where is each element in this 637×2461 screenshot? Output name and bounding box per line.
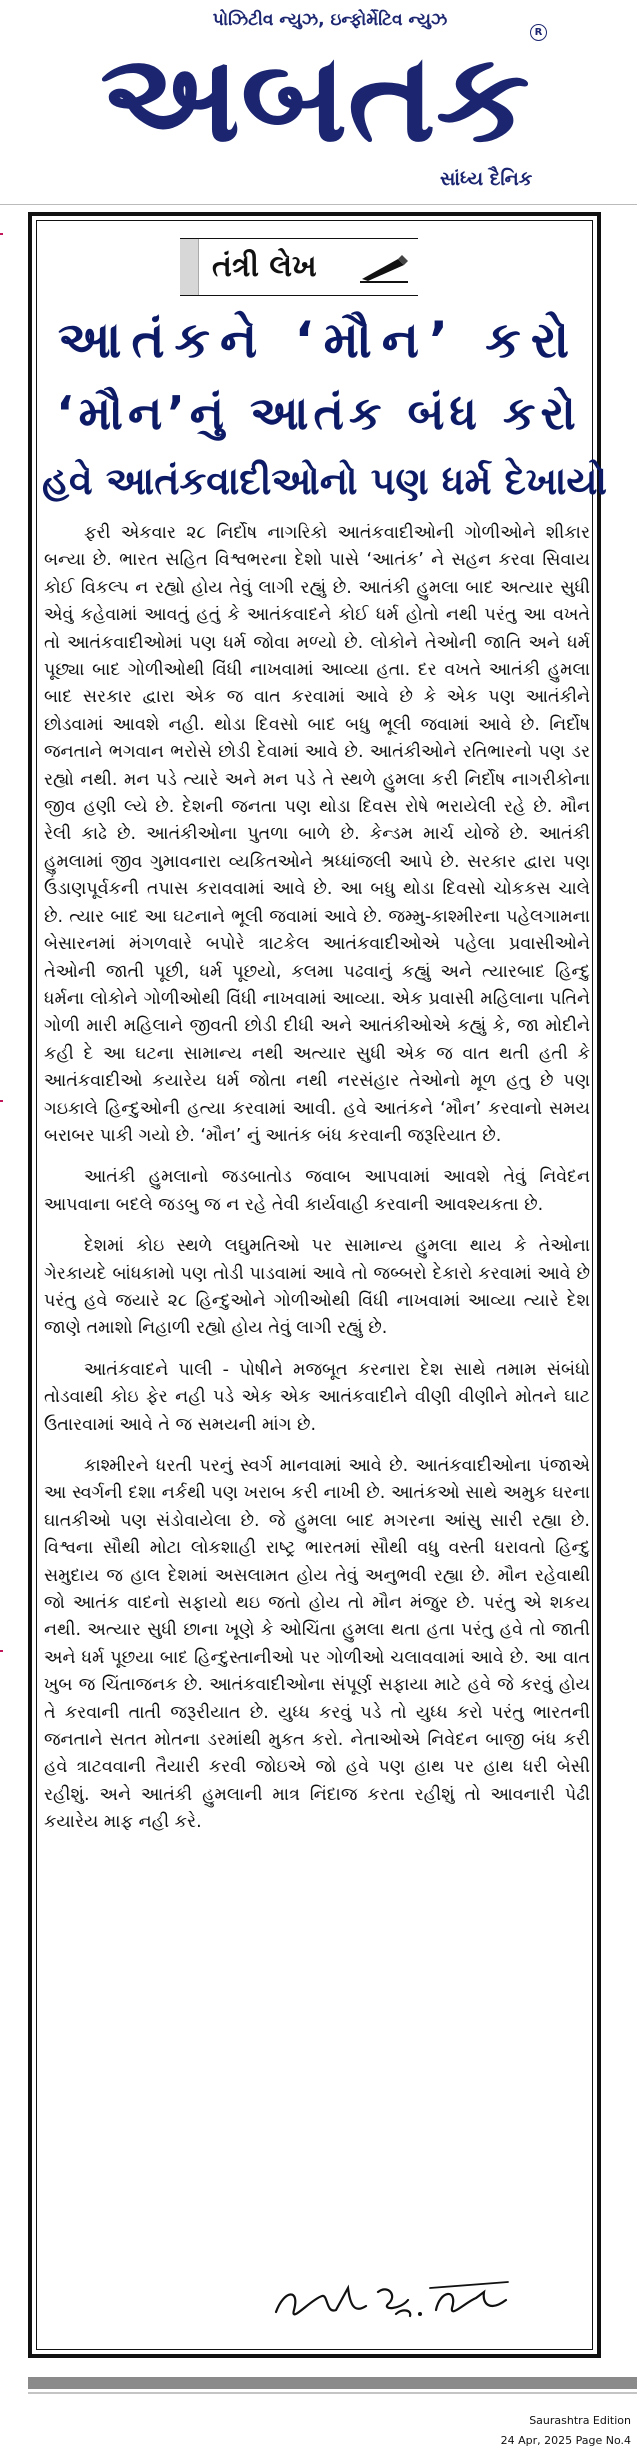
masthead-subtag: સાંધ્ય દૈનિક <box>440 168 533 190</box>
editorial-body <box>44 520 590 1851</box>
edition-date-page: 24 Apr, 2025 Page No.4 <box>500 2434 631 2447</box>
paragraph-3: દેશમાં કોઇ સ્થળે લઘુમતિઓ પર સામાન્ય હુમલા થાય કે તેઓના ગેરકાયદે બાંધકામો પણ તોડી પાડવામાં આવે તો જબ્બરો દેકારો કરવામાં આવે છે પરંતુ હવે જયારે ૨૮ હિન્દુઓને ગોળીઓથી વિંધી નાખવામાં આવ્યા ત્યારે દેશ જાણે તમાશો નિહાળી રહ્યો હોય તેવું લાગી રહ્યું છે. <box>44 1236 590 1339</box>
section-label-box <box>180 238 418 296</box>
registered-mark: R <box>530 24 547 41</box>
headline-line-2: ‘મૌન’નું આતંક બંધ કરો <box>56 386 581 440</box>
paragraph-4: આતંકવાદને પાલી - પોષીને મજબૂત કરનારા દેશ સાથે તમામ સંબંધો તોડવાથી કોઇ ફેર નહી પડે એક એક આતંકવાદીને વીણી વીણીને મોતને ઘાટ ઉતારવામાં આવે તે જ સમયની માંગ છે. <box>44 1359 590 1435</box>
footer-rule-thick <box>28 2377 637 2389</box>
paragraph-5: કાશ્મીરને ધરતી પરનું સ્વર્ગ માનવામાં આવે છે. આતંકવાદીઓના પંજાએ આ સ્વર્ગની દશા નર્કથી પણ ખરાબ કરી નાખી છે. આતંકઓ સાથે અમુક ઘરના ઘાતકીઓ પણ સંડોવાયેલા છે. જે હુમલા બાદ મગરના આંસુ સારી રહ્યા છે. વિશ્વના સૌથી મોટા લોકશાહી રાષ્ટ્ર ભારતમાં સૌથી વધુ વસ્તી ધરાવતો હિન્દુ સમુદાય જ હાલ દેશમાં અસલામત હોય તેવું અનુભવી રહ્યા છે. મૌન રહેવાથી જો આતંક વાદનો સફાયો થઇ જતો હોય તો મૌન મંજુર છે. પરંતુ એ શકય નથી. અત્યાર સુધી છાના ખૂણે કે ઓચિંતા હુમલા થતા હતા પરંતુ હવે તો જાતી અને ધર્મ પૂછયા બાદ હિન્દુસ્તાનીઓ પર ગોળીઓ ચલાવવામાં આવે છે. આ વાત ખુબ જ ચિંતાજનક છે. આતંકવાદીઓના સંપૂર્ણ સફાયા માટે હવે જે કરવું હોય તે કરવાની તાતી જરૂરીયાત છે. યુધ્ધ કરવું પડે તો યુધ્ધ કરો પરંતુ ભારતની જનતાને સતત મોતના ડરમાંથી મુકત કરો. નેતાઓએ નિવેદન બાજી બંધ કરી હવે ત્રાટવવાની તૈયારી કરવી જોઇએ જો હવે પણ હાથ પર હાથ ધરી બેસી રહીશું. અને આતંકી હુમલાની માત્ર નિંદાજ કરતા રહીશું તો આવનારી પેઢી કયારેય માફ નહી કરે. <box>44 1456 590 1833</box>
logo-lettering: અબતક <box>100 34 530 162</box>
section-label: તંત્રી લેખ <box>212 249 317 284</box>
footer-rule-thin <box>28 2392 637 2394</box>
margin-mark <box>0 233 3 235</box>
abtak-logo <box>95 34 535 162</box>
headline-line-3: હવે આતંકવાદીઓનો પણ ધર્મ દેખાયો <box>42 459 608 503</box>
margin-mark <box>0 1650 3 1652</box>
headline-line-1: આતંકને ‘મૌન’ કરો <box>57 311 580 369</box>
margin-mark <box>0 1100 3 1102</box>
masthead-divider <box>0 204 637 205</box>
editor-signature <box>270 2270 520 2334</box>
masthead-tagline: પોઝિટીવ ન્યુઝ, ઇન્ફોર્મેટિવ ન્યુઝ <box>212 10 448 30</box>
pen-icon <box>358 253 410 283</box>
edition-label: Saurashtra Edition <box>529 2414 631 2427</box>
masthead <box>0 0 637 205</box>
paragraph-2: આતંકી હુમલાનો જડબાતોડ જવાબ આપવામાં આવશે તેવું નિવેદન આપવાના બદલે જડબુ જ ન રહે તેવી કાર્યવાહી કરવાની આવશ્યકતા છે. <box>44 1167 590 1215</box>
paragraph-1: ફરી એકવાર ૨૮ નિર્દોષ નાગરિકો આતંકવાદીઓની ગોળીઓને શીકાર બન્યા છે. ભારત સહિત વિશ્વભરના દેશો પાસે ‘આતંક’ ને સહન કરવા સિવાય કોઈ વિકલ્પ ન રહ્યો હોય તેવું લાગી રહ્યું છે. આતંકી હુમલા બાદ અત્યાર સુધી એવું કહેવામાં આવતું હતું કે આતંકવાદને કોઈ ધર્મ હોતો નથી પરંતુ આ વખતે તો આતંકવાદીઓમાં પણ ધર્મ જોવા મળ્યો છે. લોકોને તેઓની જાતિ અને ધર્મ પૂછ્યા બાદ ગોળીઓથી વિંધી નાખવામાં આવ્યા હતા. દર વખતે આતંકી હુમલા બાદ સરકાર દ્વારા એક જ વાત કરવામાં આવે છે કે એક પણ આતંકીને છોડવામાં આવશે નહી. થોડા દિવસો બાદ બધુ ભૂલી જવામાં આવે છે. નિર્દોષ જનતાને ભગવાન ભરોસે છોડી દેવામાં આવે છે. આતંકીઓને રતિભારનો પણ ડર રહ્યો નથી. મન પડે ત્યારે અને મન પડે તે સ્થળે હુમલા કરી નિર્દોષ નાગરીકોના જીવ હણી લ્યે છે. દેશની જનતા પણ થોડા દિવસ રોષે ભરાયેલી રહે છે. મૌન રેલી કાઢે છે. આતંકીઓના પુતળા બાળે છે. કેન્ડમ માર્ચ યોજે છે. આતંકી હુમલામાં જીવ ગુમાવનારા વ્યકિતઓને શ્રધ્ધાંજલી આપે છે. સરકાર દ્વારા પણ ઉંડાણપૂર્વકની તપાસ કરાવવામાં આવે છે. આ બધુ થોડા દિવસો ચોકકસ ચાલે છે. ત્યાર બાદ આ ઘટનાને ભૂલી જવામાં આવે છે. જમ્મુ-કાશ્મીરના પહેલગામના બેસારનમાં મંગળવારે બપોરે ત્રાટકેલ આતંકવાદીઓએ પહેલા પ્રવાસીઓને તેઓની જાતી પૂછી, ધર્મ પૂછયો, કલમા પઢવાનું કહ્યું અને ત્યારબાદ હિન્દુ ધર્મના લોકોને ગોળીઓથી વિંધી નાખવામાં આવ્યા. એક પ્રવાસી મહિલાના પતિને ગોળી મારી મહિલાને જીવતી છોડી દીધી અને આતંકીઓએ કહ્યું કે, જા મોદીને કહી દે આ ઘટના સામાન્ય નથી અત્યાર સુધી એક જ વાત થતી હતી કે આતંકવાદીઓ કયારેય ધર્મ જોતા નથી નરસંહાર તેઓનો મૂળ હતુ છે પણ ગઇકાલે હિન્દુઓની હત્યા કરવામાં આવી. હવે આતંકને ‘મૌન’ કરવાનો સમય બરાબર પાકી ગયો છે. ‘મૌન’ નું આતંક બંધ કરવાની જરૂરિયાત છે. <box>44 523 590 1146</box>
